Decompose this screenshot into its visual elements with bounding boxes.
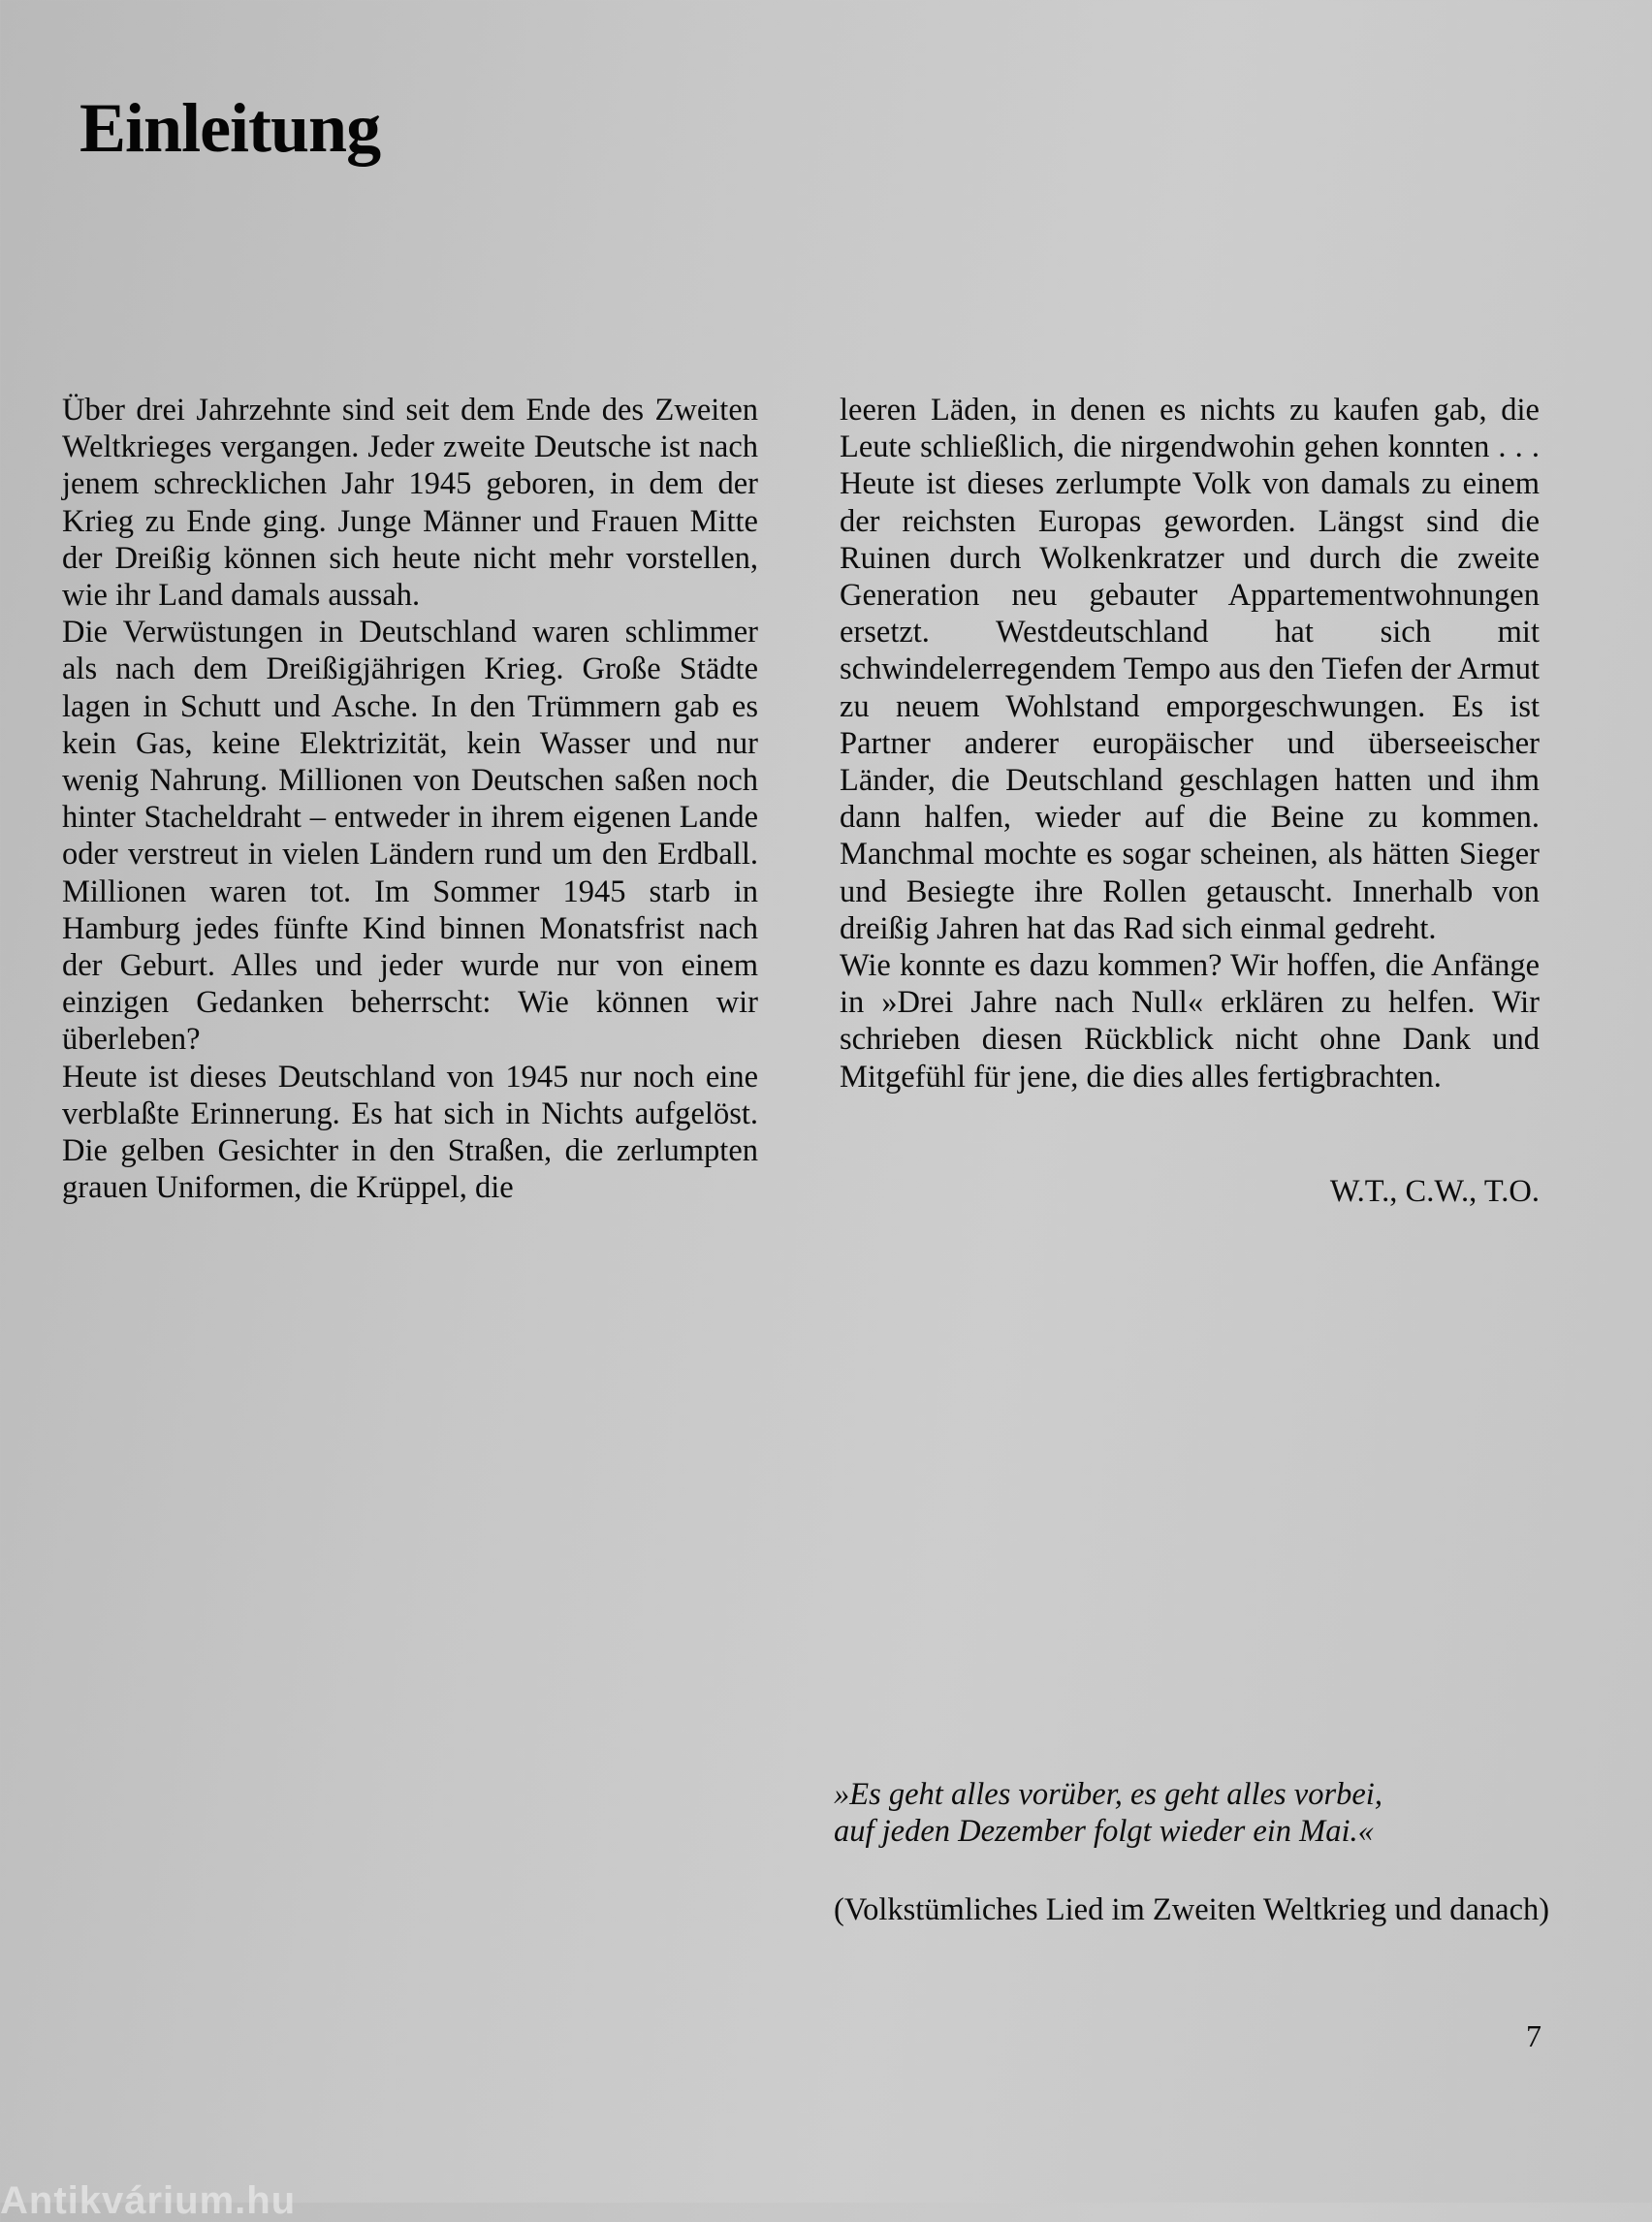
page-number: 7 [1526,2018,1541,2053]
paragraph: leeren Läden, in denen es nichts zu kaufen gab, die Leute schließlich, die nirgendwohin gehen konnten . . . Heute ist dieses zerlumpte Volk von damals zu einem der reichsten Europas geworden. Längst sind die Ruinen durch Wolkenkratzer und durch die zweite Generation neu gebauter Appartementwohnungen ersetzt. Westdeutschland hat sich mit schwindelerregendem Tempo aus den Tiefen der Armut zu neuem Wohlstand emporgeschwungen. Es ist Partner anderer europäischer und überseeischer Länder, die Deutschland geschlagen hatten und ihm dann halfen, wieder auf die Beine zu kommen. Manchmal mochte es sogar scheinen, als hätten Sieger und Besiegte ihre Rollen getauscht. Innerhalb von dreißig Jahren hat das Rad sich einmal gedreht. [840,393,1540,946]
quote-line: »Es geht alles vorüber, es geht alles vorbei, [834,1777,1382,1812]
paragraph: Die Verwüstungen in Deutschland waren schlimmer als nach dem Dreißigjährigen Krieg. Große Städte lagen in Schutt und Asche. In den Trümmern gab es kein Gas, keine Elektrizität, kein Wasser und nur wenig Nahrung. Millionen von Deutschen saßen noch hinter Stacheldraht – entweder in ihrem eigenen Lande oder verstreut in vielen Ländern rund um den Erdball. Millionen waren tot. Im Sommer 1945 starb in Hamburg jedes fünfte Kind binnen Monatsfrist nach der Geburt. Alles und jeder wurde nur von einem einzigen Gedanken beherrscht: Wie können wir überleben? [62,615,758,1058]
paragraph: Über drei Jahrzehnte sind seit dem Ende des Zweiten Weltkrieges vergangen. Jeder zweite Deutsche ist nach jenem schrecklichen Jahr 1945 geboren, in dem der Krieg zu Ende ging. Junge Männer und Frauen Mitte der Dreißig können sich heute nicht mehr vorstellen, wie ihr Land damals aussah. [62,393,758,614]
quote-source: (Volkstümliches Lied im Zweiten Weltkrieg und danach) [834,1892,1550,1927]
page-title: Einleitung [79,89,381,167]
watermark: Antikvárium.hu [0,2179,297,2222]
quote-line: auf jeden Dezember folgt wieder ein Mai.« [834,1814,1374,1849]
author-signature: W.T., C.W., T.O. [1329,1174,1540,1209]
paragraph: Wie konnte es dazu kommen? Wir hoffen, die Anfänge in »Drei Jahre nach Null« erklären zu helfen. Wir schrieben diesen Rückblick nicht ohne Dank und Mitgefühl für jene, die dies alles fertigbrachten. [840,948,1540,1095]
left-text-column [62,392,758,1206]
right-text-column [840,392,1540,1095]
paragraph: Heute ist dieses Deutschland von 1945 nur noch eine verblaßte Erinnerung. Es hat sich in Nichts aufgelöst. Die gelben Gesichter in den Straßen, die zerlumpten grauen Uniformen, die Krüppel, die [62,1059,758,1206]
epigraph-quote [834,1776,1551,1850]
